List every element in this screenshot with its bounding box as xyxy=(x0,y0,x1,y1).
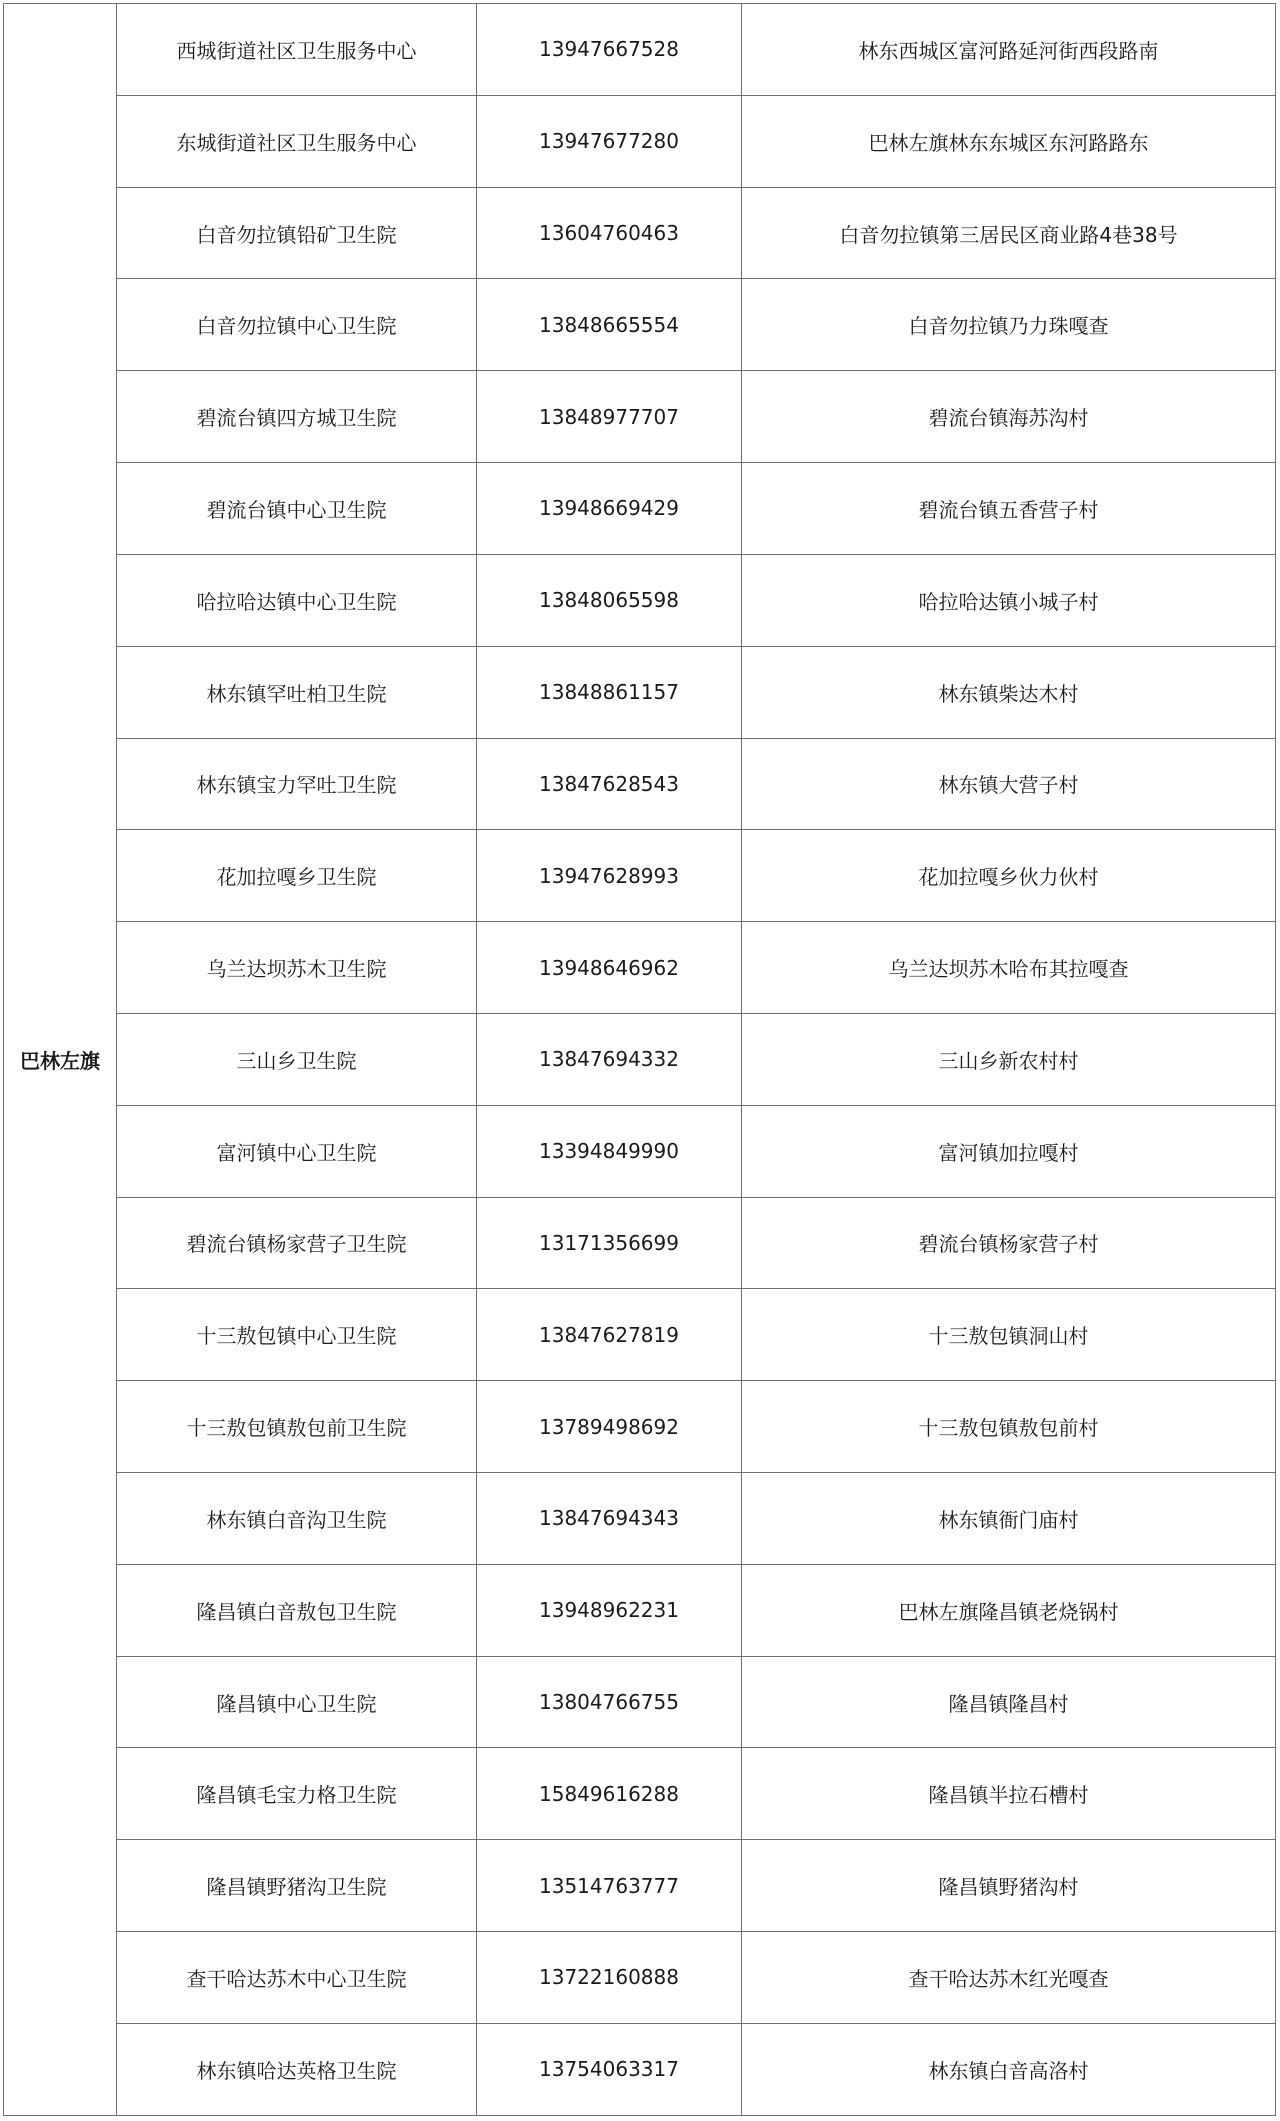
clinic-table-container xyxy=(3,3,1275,2116)
clinic-name-cell: 东城街道社区卫生服务中心 xyxy=(117,95,477,187)
clinic-name-cell: 三山乡卫生院 xyxy=(117,1013,477,1105)
phone-cell: 13754063317 xyxy=(477,2023,742,2115)
address-cell: 乌兰达坝苏木哈布其拉嘎查 xyxy=(742,922,1276,1014)
address-cell: 隆昌镇隆昌村 xyxy=(742,1656,1276,1748)
phone-cell: 13848977707 xyxy=(477,371,742,463)
clinic-table-body xyxy=(4,4,1276,2116)
table-row xyxy=(4,279,1276,371)
address-cell: 白音勿拉镇第三居民区商业路4巷38号 xyxy=(742,187,1276,279)
phone-cell: 13847628543 xyxy=(477,738,742,830)
clinic-name-cell: 富河镇中心卫生院 xyxy=(117,1105,477,1197)
table-row xyxy=(4,2023,1276,2115)
phone-cell: 13604760463 xyxy=(477,187,742,279)
table-row xyxy=(4,554,1276,646)
table-row xyxy=(4,646,1276,738)
phone-cell: 13948962231 xyxy=(477,1564,742,1656)
address-cell: 林东西城区富河路延河街西段路南 xyxy=(742,4,1276,96)
clinic-name-cell: 林东镇罕吐柏卫生院 xyxy=(117,646,477,738)
phone-cell: 13514763777 xyxy=(477,1840,742,1932)
phone-cell: 13722160888 xyxy=(477,1932,742,2024)
table-row xyxy=(4,1564,1276,1656)
clinic-name-cell: 林东镇白音沟卫生院 xyxy=(117,1473,477,1565)
table-row xyxy=(4,1105,1276,1197)
address-cell: 隆昌镇半拉石槽村 xyxy=(742,1748,1276,1840)
table-row xyxy=(4,1656,1276,1748)
clinic-name-cell: 碧流台镇中心卫生院 xyxy=(117,463,477,555)
phone-cell: 13947628993 xyxy=(477,830,742,922)
table-row xyxy=(4,830,1276,922)
phone-cell: 13171356699 xyxy=(477,1197,742,1289)
address-cell: 巴林左旗隆昌镇老烧锅村 xyxy=(742,1564,1276,1656)
address-cell: 查干哈达苏木红光嘎查 xyxy=(742,1932,1276,2024)
table-row xyxy=(4,922,1276,1014)
clinic-name-cell: 花加拉嘎乡卫生院 xyxy=(117,830,477,922)
table-row xyxy=(4,187,1276,279)
address-cell: 碧流台镇五香营子村 xyxy=(742,463,1276,555)
phone-cell: 13848861157 xyxy=(477,646,742,738)
address-cell: 林东镇白音高洛村 xyxy=(742,2023,1276,2115)
phone-cell: 13847694332 xyxy=(477,1013,742,1105)
address-cell: 哈拉哈达镇小城子村 xyxy=(742,554,1276,646)
table-row xyxy=(4,4,1276,96)
phone-cell: 13804766755 xyxy=(477,1656,742,1748)
phone-cell: 15849616288 xyxy=(477,1748,742,1840)
table-row xyxy=(4,371,1276,463)
clinic-name-cell: 隆昌镇中心卫生院 xyxy=(117,1656,477,1748)
address-cell: 林东镇大营子村 xyxy=(742,738,1276,830)
clinic-name-cell: 西城街道社区卫生服务中心 xyxy=(117,4,477,96)
table-row xyxy=(4,1289,1276,1381)
phone-cell: 13848065598 xyxy=(477,554,742,646)
table-row xyxy=(4,1932,1276,2024)
clinic-name-cell: 查干哈达苏木中心卫生院 xyxy=(117,1932,477,2024)
address-cell: 隆昌镇野猪沟村 xyxy=(742,1840,1276,1932)
clinic-name-cell: 十三敖包镇中心卫生院 xyxy=(117,1289,477,1381)
table-row xyxy=(4,463,1276,555)
clinic-name-cell: 碧流台镇四方城卫生院 xyxy=(117,371,477,463)
clinic-table xyxy=(3,3,1276,2116)
table-row xyxy=(4,1748,1276,1840)
phone-cell: 13948646962 xyxy=(477,922,742,1014)
phone-cell: 13789498692 xyxy=(477,1381,742,1473)
clinic-name-cell: 隆昌镇白音敖包卫生院 xyxy=(117,1564,477,1656)
clinic-name-cell: 哈拉哈达镇中心卫生院 xyxy=(117,554,477,646)
clinic-name-cell: 林东镇哈达英格卫生院 xyxy=(117,2023,477,2115)
phone-cell: 13947667528 xyxy=(477,4,742,96)
address-cell: 林东镇柴达木村 xyxy=(742,646,1276,738)
clinic-name-cell: 白音勿拉镇铅矿卫生院 xyxy=(117,187,477,279)
table-row xyxy=(4,738,1276,830)
phone-cell: 13848665554 xyxy=(477,279,742,371)
phone-cell: 13948669429 xyxy=(477,463,742,555)
table-row xyxy=(4,1197,1276,1289)
address-cell: 花加拉嘎乡伙力伙村 xyxy=(742,830,1276,922)
clinic-name-cell: 白音勿拉镇中心卫生院 xyxy=(117,279,477,371)
table-row xyxy=(4,1013,1276,1105)
phone-cell: 13847627819 xyxy=(477,1289,742,1381)
phone-cell: 13847694343 xyxy=(477,1473,742,1565)
clinic-name-cell: 林东镇宝力罕吐卫生院 xyxy=(117,738,477,830)
address-cell: 林东镇衙门庙村 xyxy=(742,1473,1276,1565)
region-cell: 巴林左旗 xyxy=(4,4,117,2116)
address-cell: 三山乡新农村村 xyxy=(742,1013,1276,1105)
phone-cell: 13947677280 xyxy=(477,95,742,187)
address-cell: 碧流台镇杨家营子村 xyxy=(742,1197,1276,1289)
clinic-name-cell: 隆昌镇毛宝力格卫生院 xyxy=(117,1748,477,1840)
clinic-name-cell: 碧流台镇杨家营子卫生院 xyxy=(117,1197,477,1289)
phone-cell: 13394849990 xyxy=(477,1105,742,1197)
table-row xyxy=(4,95,1276,187)
clinic-name-cell: 十三敖包镇敖包前卫生院 xyxy=(117,1381,477,1473)
table-row xyxy=(4,1381,1276,1473)
table-row xyxy=(4,1840,1276,1932)
address-cell: 碧流台镇海苏沟村 xyxy=(742,371,1276,463)
address-cell: 十三敖包镇洞山村 xyxy=(742,1289,1276,1381)
table-row xyxy=(4,1473,1276,1565)
address-cell: 十三敖包镇敖包前村 xyxy=(742,1381,1276,1473)
address-cell: 白音勿拉镇乃力珠嘎查 xyxy=(742,279,1276,371)
address-cell: 巴林左旗林东东城区东河路路东 xyxy=(742,95,1276,187)
clinic-name-cell: 乌兰达坝苏木卫生院 xyxy=(117,922,477,1014)
address-cell: 富河镇加拉嘎村 xyxy=(742,1105,1276,1197)
clinic-name-cell: 隆昌镇野猪沟卫生院 xyxy=(117,1840,477,1932)
